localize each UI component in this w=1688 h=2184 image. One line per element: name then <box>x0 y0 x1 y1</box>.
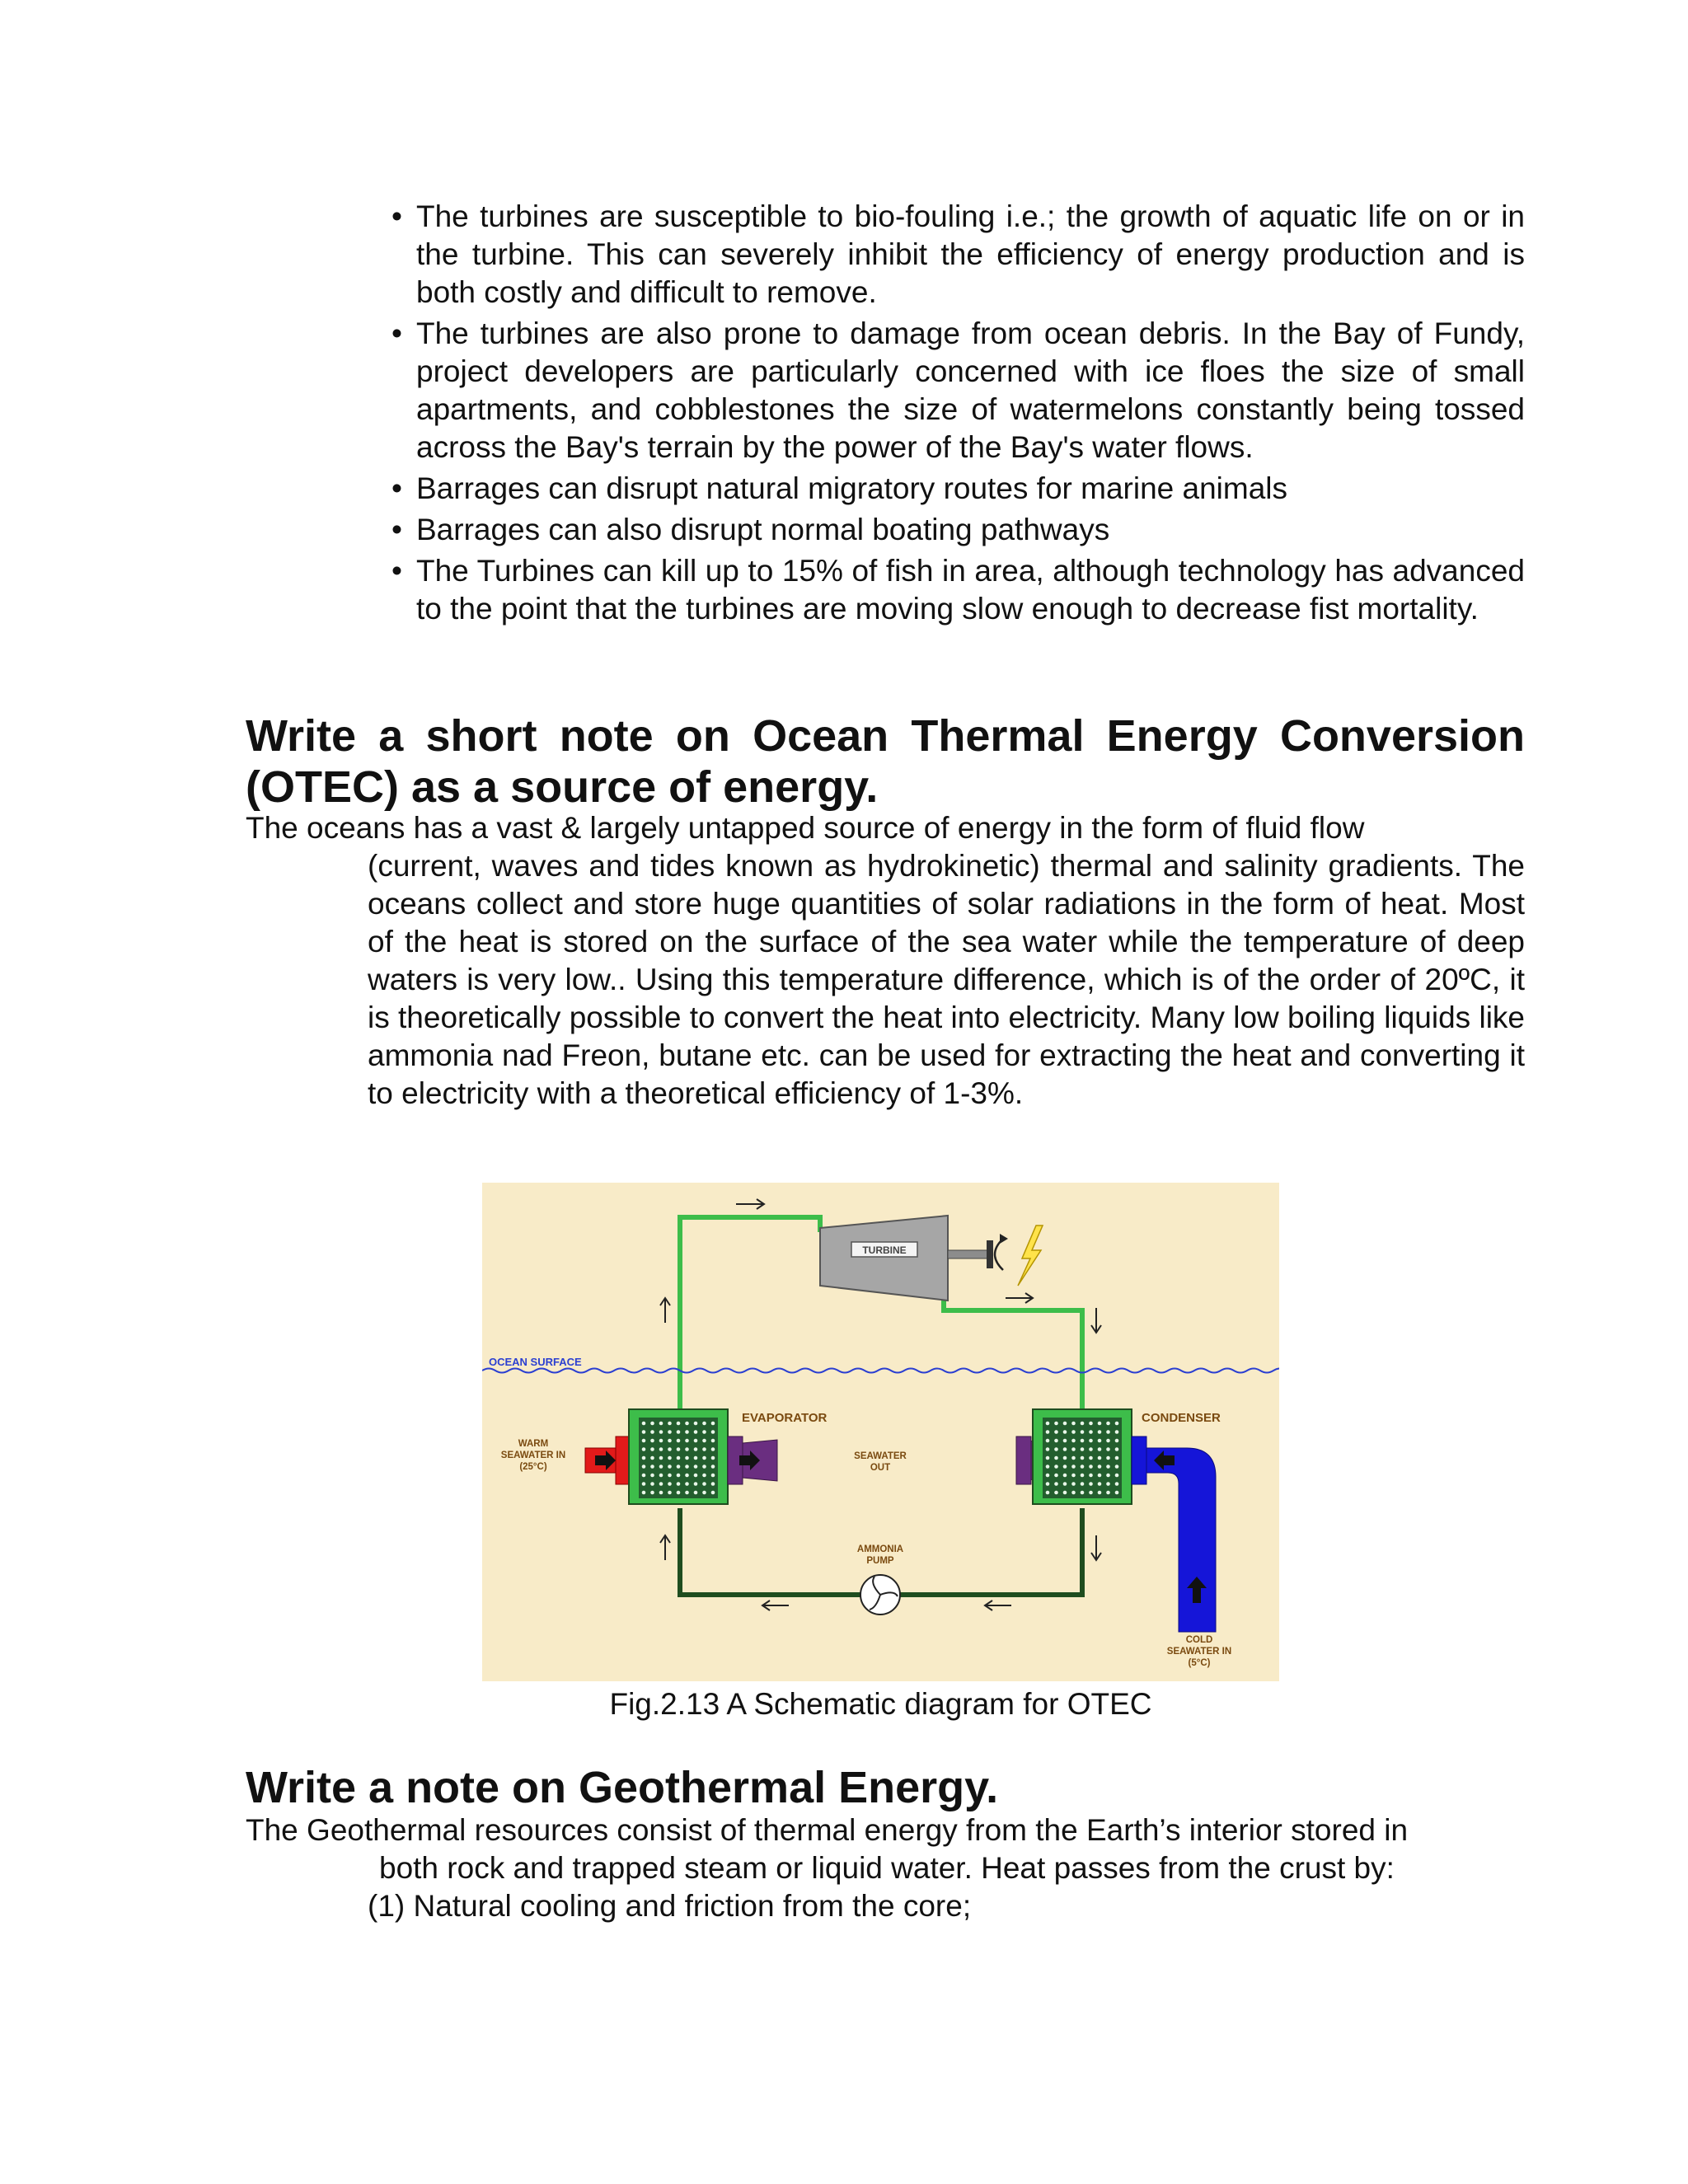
tube-dot <box>702 1474 706 1478</box>
tube-dot <box>1046 1491 1050 1495</box>
tube-dot <box>1054 1422 1058 1426</box>
tube-dot <box>702 1465 706 1469</box>
tube-dot <box>1081 1465 1085 1469</box>
tube-dot <box>642 1482 646 1486</box>
tube-dot <box>1089 1422 1093 1426</box>
geothermal-paragraph-first-line: The Geothermal resources consist of thermal energy from the Earth’s interior stored in <box>246 1813 1409 1847</box>
list-item: • The Turbines can kill up to 15% of fish in area, although technology has advanced to the point that the turbines are moving slow enough to decrease fist mortality. <box>392 554 1525 626</box>
tube-dot <box>642 1422 646 1426</box>
tube-dot <box>668 1456 672 1460</box>
tube-dot <box>677 1465 681 1469</box>
tube-dot <box>642 1474 646 1478</box>
tube-dot <box>677 1430 681 1434</box>
generator-hub <box>987 1240 993 1268</box>
otec-heading: Write a short note on Ocean Thermal Energy Conversion (OTEC) as a source of energy. <box>246 711 1525 812</box>
cold-seawater-flange <box>1132 1436 1146 1484</box>
tube-dot <box>685 1422 689 1426</box>
bullet-icon: • <box>392 471 402 505</box>
tube-dot <box>711 1474 715 1478</box>
tube-dot <box>1115 1465 1119 1469</box>
tube-dot <box>1089 1482 1093 1486</box>
condenser-label: CONDENSER <box>1142 1411 1221 1425</box>
tube-dot <box>1098 1430 1102 1434</box>
tube-dot <box>1089 1439 1093 1443</box>
tube-dot <box>1115 1422 1119 1426</box>
tube-dot <box>650 1422 654 1426</box>
list-item: • The turbines are susceptible to bio-fouling i.e.; the growth of aquatic life on or in the turbine. This can severely inhibit the efficiency of energy production and is both costly and difficult to remove. <box>392 199 1525 309</box>
ocean-surface-label: OCEAN SURFACE <box>489 1356 582 1368</box>
cold-seawater-label-2: SEAWATER IN <box>1166 1647 1232 1657</box>
tube-dot <box>659 1465 663 1469</box>
tube-dot <box>685 1456 689 1460</box>
tube-dot <box>685 1474 689 1478</box>
tube-dot <box>1054 1456 1058 1460</box>
tube-dot <box>668 1447 672 1451</box>
tube-dot <box>1115 1447 1119 1451</box>
tube-dot <box>642 1439 646 1443</box>
tube-dot <box>659 1474 663 1478</box>
tube-dot <box>1071 1465 1076 1469</box>
otec-paragraph-body: (current, waves and tides known as hydrokinetic) thermal and salinity gradients. The oceans collect and store huge quantities of solar radiations in the form of heat. Most of the heat is stored on the surface of the sea water while the temperature of deep waters is very low.. Using this temperature difference, which is of the order of 20ºC, it is theoretically possible to convert the heat into electricity. Many low boiling liquids like ammonia nad Freon, butane etc. can be used for extracting the heat and converting it to electricity with a theoretical efficiency of 1-3%. <box>368 849 1525 1110</box>
tube-dot <box>642 1491 646 1495</box>
tube-dot <box>1098 1422 1102 1426</box>
tube-dot <box>1046 1482 1050 1486</box>
tube-dot <box>685 1439 689 1443</box>
tube-dot <box>677 1482 681 1486</box>
tube-dot <box>711 1439 715 1443</box>
geothermal-paragraph-body: both rock and trapped steam or liquid water. Heat passes from the crust by: <box>379 1851 1395 1885</box>
turbine-shape <box>820 1216 948 1301</box>
tube-dot <box>1081 1430 1085 1434</box>
evaporator-label: EVAPORATOR <box>742 1411 828 1425</box>
tube-dot <box>694 1447 698 1451</box>
bullet-icon: • <box>392 513 402 546</box>
tube-dot <box>1098 1456 1102 1460</box>
tube-dot <box>677 1447 681 1451</box>
tube-dot <box>702 1430 706 1434</box>
turbine-label: TURBINE <box>862 1244 907 1256</box>
tube-dot <box>1071 1422 1076 1426</box>
seawater-out-label-1: SEAWATER <box>854 1451 907 1461</box>
tube-dot <box>1071 1474 1076 1478</box>
condenser-outlet-flange <box>1016 1436 1031 1484</box>
tube-dot <box>1046 1430 1050 1434</box>
tube-dot <box>668 1422 672 1426</box>
tube-dot <box>659 1491 663 1495</box>
tube-dot <box>702 1491 706 1495</box>
tube-dot <box>1071 1491 1076 1495</box>
turbine-shaft <box>948 1250 989 1258</box>
tube-dot <box>711 1456 715 1460</box>
list-item: • Barrages can disrupt natural migratory routes for marine animals <box>392 470 1525 508</box>
evaporator-tube-grid <box>642 1422 715 1495</box>
otec-paragraph-first-line: The oceans has a vast & largely untapped source of energy in the form of fluid flow <box>246 811 1365 845</box>
tube-dot <box>685 1447 689 1451</box>
tube-dot <box>1054 1439 1058 1443</box>
bullet-icon: • <box>392 316 402 350</box>
tube-dot <box>677 1491 681 1495</box>
list-item: • Barrages can also disrupt normal boating pathways <box>392 511 1525 549</box>
tube-dot <box>1063 1439 1067 1443</box>
tube-dot <box>677 1439 681 1443</box>
tube-dot <box>685 1491 689 1495</box>
tube-dot <box>1106 1482 1110 1486</box>
tube-dot <box>1063 1465 1067 1469</box>
tube-dot <box>694 1456 698 1460</box>
tube-dot <box>1081 1422 1085 1426</box>
tube-dot <box>1046 1422 1050 1426</box>
condenser-tube-grid <box>1046 1422 1119 1495</box>
tube-dot <box>650 1447 654 1451</box>
tube-dot <box>650 1474 654 1478</box>
tube-dot <box>694 1422 698 1426</box>
tube-dot <box>659 1456 663 1460</box>
tube-dot <box>1071 1447 1076 1451</box>
tube-dot <box>1054 1430 1058 1434</box>
tube-dot <box>1046 1465 1050 1469</box>
tube-dot <box>1054 1474 1058 1478</box>
tube-dot <box>677 1422 681 1426</box>
tube-dot <box>1071 1456 1076 1460</box>
tube-dot <box>650 1439 654 1443</box>
tube-dot <box>659 1439 663 1443</box>
tube-dot <box>1071 1482 1076 1486</box>
tube-dot <box>1046 1447 1050 1451</box>
tube-dot <box>685 1465 689 1469</box>
tube-dot <box>1046 1474 1050 1478</box>
tube-dot <box>1046 1456 1050 1460</box>
tube-dot <box>1081 1491 1085 1495</box>
ammonia-pump-label-2: PUMP <box>866 1556 894 1566</box>
tube-dot <box>711 1447 715 1451</box>
tube-dot <box>1089 1430 1093 1434</box>
tube-dot <box>650 1482 654 1486</box>
tube-dot <box>650 1430 654 1434</box>
tube-dot <box>1098 1474 1102 1478</box>
tube-dot <box>1115 1491 1119 1495</box>
tube-dot <box>1115 1456 1119 1460</box>
tube-dot <box>1089 1456 1093 1460</box>
tube-dot <box>1081 1482 1085 1486</box>
tube-dot <box>1081 1439 1085 1443</box>
tube-dot <box>694 1474 698 1478</box>
tube-dot <box>1098 1482 1102 1486</box>
tube-dot <box>1115 1482 1119 1486</box>
tube-dot <box>694 1430 698 1434</box>
tube-dot <box>1063 1456 1067 1460</box>
tube-dot <box>677 1456 681 1460</box>
figure-caption: Fig.2.13 A Schematic diagram for OTEC <box>609 1687 1152 1721</box>
otec-schematic-diagram <box>482 1183 1279 1681</box>
tube-dot <box>1106 1491 1110 1495</box>
tube-dot <box>1054 1491 1058 1495</box>
tube-dot <box>702 1456 706 1460</box>
tube-dot <box>668 1482 672 1486</box>
tube-dot <box>1054 1447 1058 1451</box>
tube-dot <box>1098 1439 1102 1443</box>
tube-dot <box>694 1482 698 1486</box>
tube-dot <box>1098 1491 1102 1495</box>
tube-dot <box>685 1430 689 1434</box>
bullet-icon: • <box>392 199 402 233</box>
tube-dot <box>1106 1447 1110 1451</box>
tube-dot <box>1063 1447 1067 1451</box>
tube-dot <box>642 1430 646 1434</box>
geothermal-heading: Write a note on Geothermal Energy. <box>246 1763 999 1812</box>
tube-dot <box>677 1474 681 1478</box>
tube-dot <box>1098 1447 1102 1451</box>
tube-dot <box>668 1439 672 1443</box>
tube-dot <box>659 1447 663 1451</box>
tube-dot <box>1106 1439 1110 1443</box>
tube-dot <box>1106 1422 1110 1426</box>
tube-dot <box>1071 1439 1076 1443</box>
tube-dot <box>1063 1430 1067 1434</box>
tube-dot <box>1081 1474 1085 1478</box>
otec-schematic-svg <box>482 1183 1279 1681</box>
otec-paragraph <box>246 809 1525 1113</box>
tube-dot <box>694 1439 698 1443</box>
tube-dot <box>650 1491 654 1495</box>
tube-dot <box>659 1482 663 1486</box>
warm-seawater-label-2: SEAWATER IN <box>500 1451 566 1460</box>
tube-dot <box>642 1456 646 1460</box>
tube-dot <box>668 1430 672 1434</box>
tube-dot <box>1115 1439 1119 1443</box>
tube-dot <box>650 1456 654 1460</box>
tube-dot <box>1089 1447 1093 1451</box>
tube-dot <box>711 1465 715 1469</box>
tube-dot <box>1054 1482 1058 1486</box>
warm-seawater-label-1: WARM <box>518 1439 549 1449</box>
tube-dot <box>1106 1430 1110 1434</box>
tube-dot <box>1115 1474 1119 1478</box>
tube-dot <box>659 1430 663 1434</box>
tidal-disadvantages-list <box>392 198 1525 631</box>
tube-dot <box>1106 1474 1110 1478</box>
tube-dot <box>711 1422 715 1426</box>
tube-dot <box>694 1465 698 1469</box>
tube-dot <box>1081 1447 1085 1451</box>
tube-dot <box>642 1465 646 1469</box>
cold-seawater-label-1: COLD <box>1185 1635 1213 1645</box>
seawater-out-label-2: OUT <box>870 1463 891 1473</box>
tube-dot <box>1106 1456 1110 1460</box>
tube-dot <box>1071 1430 1076 1434</box>
geothermal-list-item-1: (1) Natural cooling and friction from the core; <box>368 1889 972 1923</box>
tube-dot <box>1089 1465 1093 1469</box>
tube-dot <box>711 1482 715 1486</box>
geothermal-paragraph <box>246 1811 1525 1887</box>
tube-dot <box>702 1439 706 1443</box>
list-item: • The turbines are also prone to damage from ocean debris. In the Bay of Fundy, project developers are particularly concerned with ice floes the size of small apartments, and cobblestones the size of watermelons constantly being tossed across the Bay's terrain by the power of the Bay's water flows. <box>392 316 1525 464</box>
warm-seawater-label-3: (25°C) <box>519 1462 547 1472</box>
tube-dot <box>1063 1482 1067 1486</box>
tube-dot <box>702 1422 706 1426</box>
tube-dot <box>659 1422 663 1426</box>
bullet-icon: • <box>392 554 402 588</box>
tube-dot <box>1054 1465 1058 1469</box>
ammonia-pump-label-1: AMMONIA <box>856 1544 904 1554</box>
tube-dot <box>668 1474 672 1478</box>
tube-dot <box>711 1491 715 1495</box>
tube-dot <box>1098 1465 1102 1469</box>
tube-dot <box>1063 1474 1067 1478</box>
tube-dot <box>1106 1465 1110 1469</box>
tube-dot <box>702 1482 706 1486</box>
tube-dot <box>1115 1430 1119 1434</box>
tube-dot <box>685 1482 689 1486</box>
tube-dot <box>1081 1456 1085 1460</box>
tube-dot <box>711 1430 715 1434</box>
cold-seawater-label-3: (5°C) <box>1188 1658 1211 1668</box>
tube-dot <box>1063 1491 1067 1495</box>
tube-dot <box>1063 1422 1067 1426</box>
tube-dot <box>694 1491 698 1495</box>
tube-dot <box>642 1447 646 1451</box>
tube-dot <box>668 1465 672 1469</box>
tube-dot <box>1089 1474 1093 1478</box>
tube-dot <box>1089 1491 1093 1495</box>
tube-dot <box>668 1491 672 1495</box>
tube-dot <box>650 1465 654 1469</box>
tube-dot <box>702 1447 706 1451</box>
tube-dot <box>1046 1439 1050 1443</box>
